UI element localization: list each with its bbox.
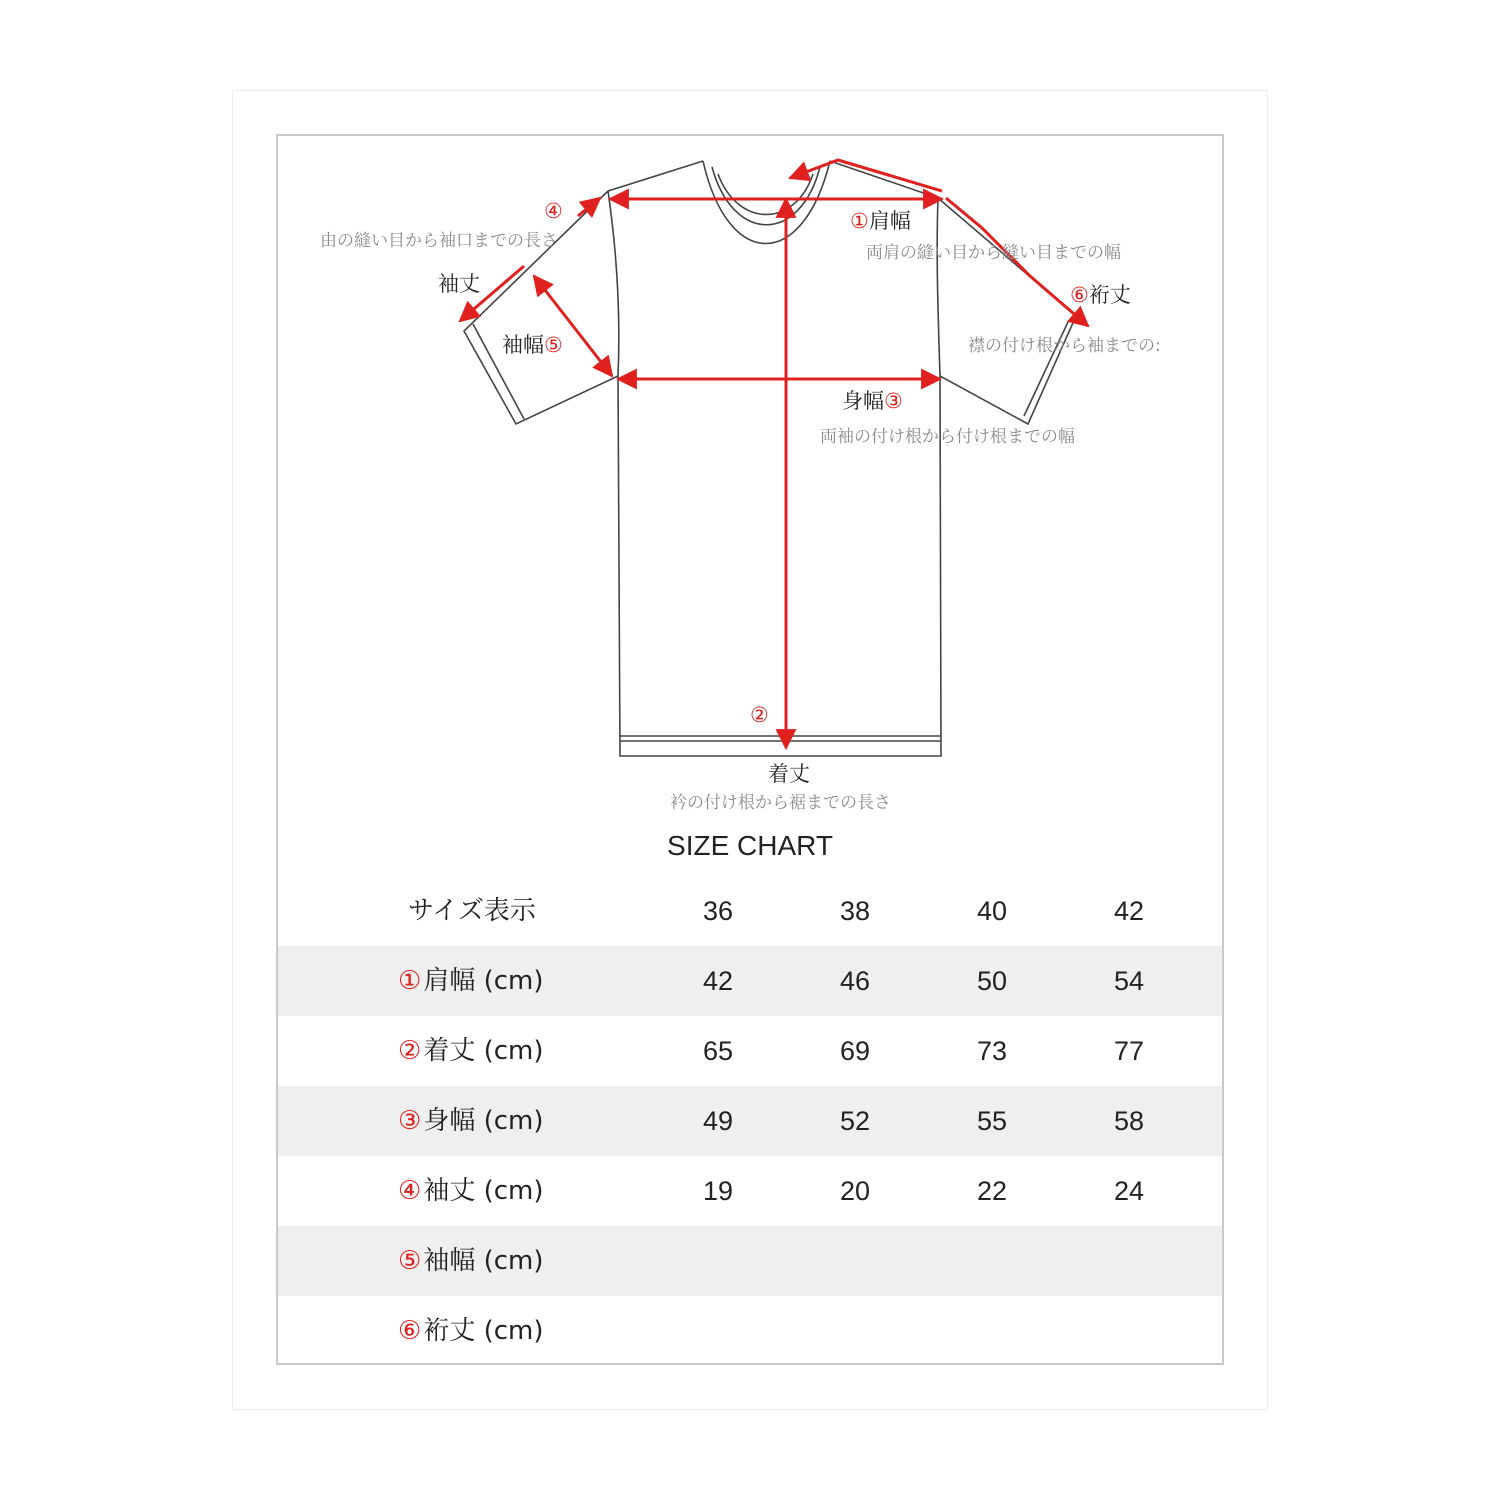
size-header-cell: 40 [976,896,1008,926]
row-label [398,1016,544,1086]
row-number: ① [398,966,422,996]
table-cell: 20 [839,1176,871,1206]
m4-description: 由の縫い目から袖口までの長さ [320,231,558,251]
table-cell [668,1226,768,1296]
row-name: 裄丈 (cm) [423,1316,544,1346]
m2-number: ② [750,703,769,727]
table-cell [942,1226,1042,1296]
size-header-cell: 38 [839,896,871,926]
m6-name: 裄丈 [1088,283,1131,307]
m6-number: ⑥ [1070,283,1089,307]
table-row-sleeve-width [278,1226,1222,1296]
table-cell: 19 [702,1176,734,1206]
m4-number: ④ [544,199,563,223]
table-cell: 73 [976,1036,1008,1066]
m5-name: 袖幅 [502,333,544,357]
table-row-sleeve-length [278,1156,1222,1226]
row-number: ④ [398,1176,422,1206]
table-cell: 42 [702,966,734,996]
table-cell: 77 [1113,1036,1145,1066]
m5-number: ⑤ [544,333,563,357]
tshirt-measurement-diagram [278,136,1222,836]
m2-name: 着丈 [768,762,810,786]
size-chart-title: SIZE CHART [667,830,833,861]
table-cell [1079,1296,1179,1365]
table-cell: 58 [1113,1106,1145,1136]
table-cell: 52 [839,1106,871,1136]
row-name: 袖幅 (cm) [423,1246,544,1276]
svg-text:袖幅⑤ [502,333,563,357]
m4-name: 袖丈 [438,272,480,296]
table-cell: 24 [1113,1176,1145,1206]
svg-text:①肩幅 [850,209,911,233]
m1-name: 肩幅 [868,209,911,233]
row-name: 身幅 (cm) [423,1106,544,1136]
size-header-label: サイズ表示 [408,896,536,926]
table-row-yuki-length [278,1296,1222,1365]
row-number: ② [398,1036,422,1066]
table-cell: 49 [702,1106,734,1136]
table-cell: 54 [1113,966,1145,996]
row-label [398,1156,544,1226]
table-cell: 22 [976,1176,1008,1206]
svg-text:身幅③ [842,389,903,413]
table-cell [942,1296,1042,1365]
size-header-cell: 36 [702,896,734,926]
size-header-row [278,876,1222,946]
m2-description: 衿の付け根から裾までの長さ [670,793,891,813]
m6-description: 襟の付け根から袖までの: [968,336,1161,356]
table-cell [805,1226,905,1296]
row-label [398,1296,544,1365]
row-name: 肩幅 (cm) [423,966,544,996]
table-row-shoulder-width [278,946,1222,1016]
table-row-body-width [278,1086,1222,1156]
table-cell [805,1296,905,1365]
table-row-length [278,1016,1222,1086]
table-cell: 65 [702,1036,734,1066]
row-name: 着丈 (cm) [423,1036,544,1066]
table-cell: 46 [839,966,871,996]
m3-name: 身幅 [842,389,884,413]
table-cell: 50 [976,966,1008,996]
row-number: ⑤ [398,1246,422,1276]
m1-description: 両肩の縫い目から縫い目までの幅 [866,243,1121,263]
size-header-cell: 42 [1113,896,1145,926]
table-cell [668,1296,768,1365]
row-name: 袖丈 (cm) [423,1176,544,1206]
row-label [398,1226,544,1296]
row-label [398,1086,544,1156]
table-cell: 55 [976,1106,1008,1136]
size-chart-table [278,876,1222,1365]
row-label [398,946,544,1016]
row-number: ⑥ [398,1316,422,1346]
m3-number: ③ [884,389,903,413]
size-guide-panel [276,134,1224,1365]
table-cell [1079,1226,1179,1296]
row-number: ③ [398,1106,422,1136]
m1-number: ① [850,209,869,233]
svg-text:⑥裄丈 [1070,283,1131,307]
m3-description: 両袖の付け根から付け根までの幅 [820,427,1075,447]
table-cell: 69 [839,1036,871,1066]
